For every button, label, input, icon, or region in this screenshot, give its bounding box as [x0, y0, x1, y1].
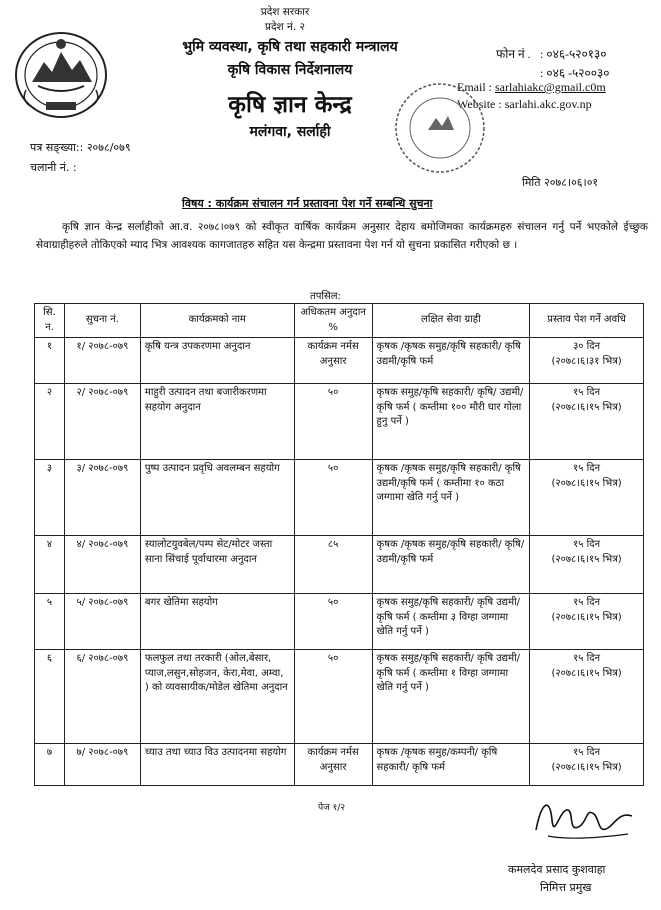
row-sn: २	[35, 384, 65, 460]
row-period	[530, 338, 644, 384]
row-grant: ८५	[294, 536, 372, 594]
period-days: ३० दिन	[573, 341, 601, 352]
row-target: कृषक समुह/कृषि सहकारी/ कृषि उद्यमी/कृषि फर्म ( कम्तीमा ३ विग्हा जग्गामा खेति गर्नु पर्ने )	[372, 594, 530, 650]
government-emblem	[12, 30, 110, 120]
row-period	[530, 536, 644, 594]
program-table	[34, 303, 644, 786]
row-sn: ५	[35, 594, 65, 650]
row-period	[530, 384, 644, 460]
row-notice-no: २/ २०७८-०७९	[64, 384, 140, 460]
period-date: (२०७८।६।१५ भित्र)	[551, 477, 622, 489]
header-target-beneficiary: लक्षित सेवा ग्राही	[372, 304, 530, 338]
period-days: १५ दिन	[573, 597, 601, 608]
row-sn: ४	[35, 536, 65, 594]
signatory-name: कमलदेव प्रसाद कुशवाहा	[508, 863, 606, 876]
ministry-line: भुमि व्यवस्था, कृषि तथा सहकारी मन्त्रालय	[182, 39, 398, 55]
website-label: Website :	[457, 97, 502, 111]
row-target: कृषक समुह/कृषि सहकारी/ कृषि उद्यमी/कृषि फर्म ( कम्तीमा १ विग्हा जग्गामा खेति गर्नु पर्ने )	[372, 650, 530, 744]
period-date: (२०७८।६।१५ भित्र)	[551, 667, 622, 679]
row-grant: ५०	[294, 594, 372, 650]
ref-number: पत्र सङ्ख्या:: २०७८/०७९	[30, 141, 131, 154]
row-notice-no: ६/ २०७८-०७९	[64, 650, 140, 744]
table-header-row	[35, 304, 644, 338]
row-target: कृषक /कृषक समुह/कृषि सहकारी/ कृषि उद्यमी/कृषि फर्म	[372, 338, 530, 384]
header-max-grant: अधिकतम अनुदान %	[294, 304, 372, 338]
phone-2: : ०४६ -५२००३०	[540, 66, 610, 80]
row-period	[530, 594, 644, 650]
row-program: माहुरी उत्पादन तथा बजारीकरणमा सहयोग अनुदान	[140, 384, 294, 460]
period-days: १५ दिन	[573, 539, 601, 550]
dispatch-number: चलानी नं. :	[30, 161, 77, 174]
email-link[interactable]: sarlahiakc@gmail.c0m	[495, 80, 606, 94]
row-program: बगर खेतिमा सहयोग	[140, 594, 294, 650]
row-notice-no: ७/ २०७८-०७९	[64, 744, 140, 786]
row-target: कृषक /कृषक समुह/कृषि सहकारी/ कृषि उद्यमी/कृषि फर्म ( कम्तीमा १० कठा जग्गामा खेति गर्नु पर्ने )	[372, 460, 530, 536]
letter-date: मिति २०७८।०६।०१	[522, 176, 599, 189]
page-number: पेज १/२	[318, 803, 346, 813]
period-date: (२०७८।६।१५ भित्र)	[551, 761, 622, 773]
period-days: १५ दिन	[573, 653, 601, 664]
row-grant: ५०	[294, 650, 372, 744]
header-submission-period: प्रस्ताव पेश गर्ने अवधि	[530, 304, 644, 338]
row-grant: कार्यक्रम नर्मस अनुसार	[294, 338, 372, 384]
row-sn: ७	[35, 744, 65, 786]
row-period	[530, 460, 644, 536]
table-row	[35, 744, 644, 786]
directorate-line: कृषि विकास निर्देशनालय	[227, 62, 353, 78]
website-link[interactable]: sarlahi.akc.gov.np	[504, 97, 592, 111]
table-row	[35, 594, 644, 650]
row-notice-no: ५/ २०७८-०७९	[64, 594, 140, 650]
row-notice-no: ४/ २०७८-०७९	[64, 536, 140, 594]
table-row	[35, 338, 644, 384]
table-row	[35, 536, 644, 594]
signatory-title: निमित्त प्रमुख	[540, 881, 592, 894]
period-date: (२०७८।६।३१ भित्र)	[551, 355, 622, 367]
period-date: (२०७८।६।१५ भित्र)	[551, 611, 622, 623]
header-program-name: कार्यक्रमको नाम	[140, 304, 294, 338]
header-sn: सि. न.	[35, 304, 65, 338]
period-days: १५ दिन	[573, 463, 601, 474]
row-grant: ५०	[294, 460, 372, 536]
row-grant: ५०	[294, 384, 372, 460]
phone-1: : ०४६-५२०१३०	[540, 47, 607, 61]
row-target: कृषक /कृषक समुह/कम्पनी/ कृषि सहकारी/ कृषि फर्म	[372, 744, 530, 786]
row-grant: कार्यक्रम नर्मस अनुसार	[294, 744, 372, 786]
row-program: कृषि यन्त्र उपकरणमा अनुदान	[140, 338, 294, 384]
signature	[528, 790, 638, 850]
row-target: कृषक समुह/कृषि सहकारी/ कृषि/ उद्यमी/कृषि फर्म ( कम्तीमा १०० मौरी घार गोला हुनु पर्ने )	[372, 384, 530, 460]
row-period	[530, 650, 644, 744]
row-target: कृषक /कृषक समुह/कृषि सहकारी/ कृषि/ उद्यमी/कृषि फर्म	[372, 536, 530, 594]
row-sn: १	[35, 338, 65, 384]
office-address: मलंगवा, सर्लाही	[249, 124, 331, 140]
row-sn: ३	[35, 460, 65, 536]
office-name: कृषि ज्ञान केन्द्र	[228, 92, 352, 118]
email-label: Email :	[457, 80, 492, 94]
period-days: १५ दिन	[573, 747, 601, 758]
office-stamp	[390, 78, 490, 178]
body-paragraph: कृषि ज्ञान केन्द्र सर्लाहीको आ.व. २०७८।०७९ को स्वीकृत वार्षिक कार्यक्रम अनुसार देहाय बमोजिमका कार्यक्रमहरु संचालन गर्नु पर्ने भएकोले ईच्छुक सेवाग्राहीहरुले तोकिएको म्याद भित्र आवश्यक कागजातहरु सहित यस केन्द्रमा प्रस्तावना पेश गर्न यो सुचना प्रकासित गरीएको छ ।	[36, 221, 648, 251]
phone-label: फोन नं .	[496, 47, 531, 61]
period-date: (२०७८।६।१५ भित्र)	[551, 401, 622, 413]
table-row	[35, 460, 644, 536]
period-date: (२०७८।६।१५ भित्र)	[551, 553, 622, 565]
table-row	[35, 650, 644, 744]
row-period	[530, 744, 644, 786]
header-notice-no: सुचना नं.	[64, 304, 140, 338]
province-line: प्रदेश नं. २	[265, 21, 305, 33]
row-program: फलफुल तथा तरकारी (ओल,बेसार, प्याज,लसुन,सोहजन, केरा,मेवा, अम्वा, ) को व्यवसायीक/मोडेल खेतिमा अनुदान	[140, 650, 294, 744]
row-notice-no: १/ २०७८-०७९	[64, 338, 140, 384]
row-program: स्यालोटयुवबेल/पम्प सेट/मोटर जस्ता साना सिंचाई पूर्वाधारमा अनुदान	[140, 536, 294, 594]
table-row	[35, 384, 644, 460]
period-days: १५ दिन	[573, 387, 601, 398]
gov-line: प्रदेश सरकार	[260, 6, 310, 18]
row-notice-no: ३/ २०७८-०७९	[64, 460, 140, 536]
subject: विषय : कार्यक्रम संचालन गर्न प्रस्तावना पेश गर्ने सम्बन्धि सुचना	[182, 197, 433, 210]
row-sn: ६	[35, 650, 65, 744]
row-program: च्याउ तथा च्याउ विउ उत्पादनमा सहयोग	[140, 744, 294, 786]
row-program: पुष्प उत्पादन प्रवृधि अवलम्बन सहयोग	[140, 460, 294, 536]
table-caption: तपसिल:	[310, 291, 341, 302]
